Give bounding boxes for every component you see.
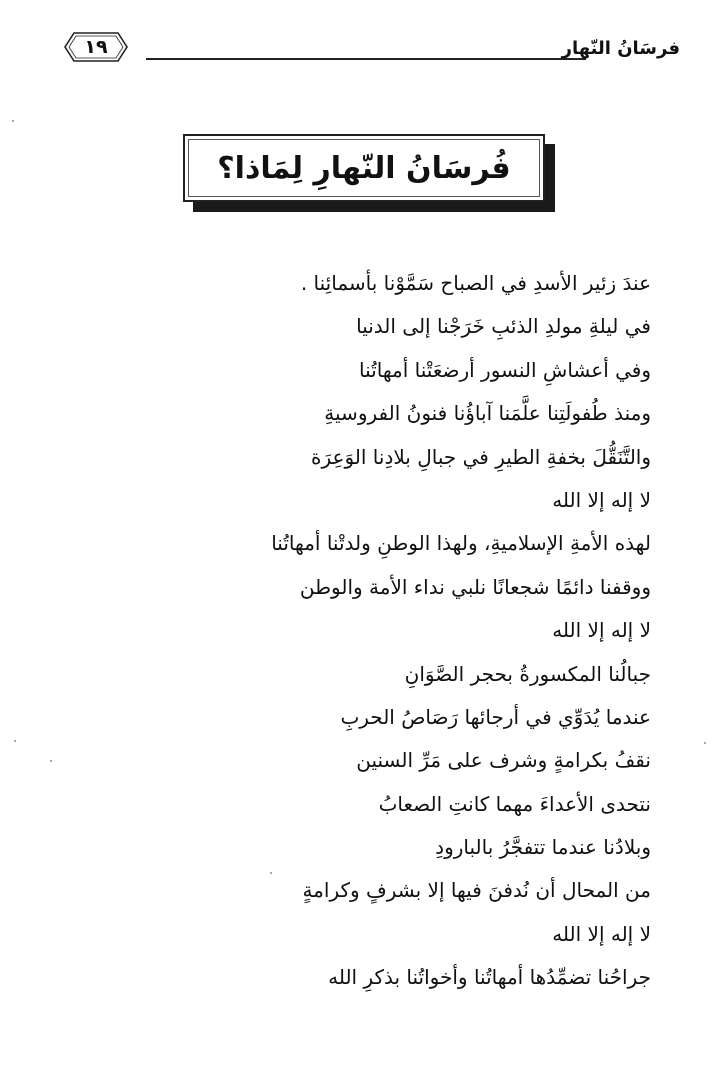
page-number: ١٩ [84,36,108,58]
poem-line: والتَّنَقُّلَ بخفةِ الطيرِ في جبالِ بلادِنا الوَعِرَة [311,444,651,469]
poem-line: لهذه الأمةِ الإسلاميةِ، ولهذا الوطنِ ولدتْنا أمهاتُنا [271,531,651,556]
poem-line: وبلادُنا عندما تتفجَّرُ بالبارودِ [435,835,651,860]
poem-line: لا إله إلا الله [552,618,651,643]
scan-speck [14,740,16,742]
poem-line: في ليلةِ مولدِ الذئبِ خَرَجْنا إلى الدنيا [356,314,651,339]
poem-line: نتحدى الأعداءَ مهما كانتِ الصعابُ [378,791,651,816]
poem-line: عندَ زئير الأسدِ في الصباح سَمَّوْنا بأسمائِنا . [300,271,651,295]
poem-body [211,262,651,1000]
chapter-title: فُرسَانُ النّهارِ لِمَاذا؟ [217,150,511,186]
poem-line: وفي أعشاشِ النسور أرضعَتْنا أمهاتُنا [359,357,651,382]
scan-speck [704,742,706,744]
scan-speck [270,872,272,874]
poem-line: لا إله إلا الله [552,921,651,946]
poem-line: ومنذ طُفولَتِنا علَّمَنا آباؤُنا فنونُ الفروسيةِ [324,401,651,426]
page-header [60,30,680,70]
poem-line: نقفُ بكرامةٍ وشرف على مَرِّ السنين [356,748,651,773]
header-rule [146,58,586,60]
chapter-title-inner-frame [188,139,540,197]
poem-line: جراحُنا تضمِّدُها أمهاتُنا وأخواتُنا بذكرِ الله [328,965,651,990]
chapter-title-box [183,134,545,202]
poem-line: عندما يُدَوِّي في أرجائها رَصَاصُ الحربِ [340,704,651,729]
poem-line: ووقفنا دائمًا شجعانًا نلبي نداء الأمة والوطن [299,574,651,599]
scan-speck [50,760,52,762]
scan-speck [12,120,14,122]
running-title: فرسَانُ النّهار [561,38,680,59]
poem-line: لا إله إلا الله [552,487,651,512]
page-number-frame [64,32,128,62]
poem-line: جبالُنا المكسورةُ بحجر الصَّوَانِ [404,661,651,686]
poem-line: من المحال أن نُدفنَ فيها إلا بشرفٍ وكرامةٍ [302,878,651,903]
